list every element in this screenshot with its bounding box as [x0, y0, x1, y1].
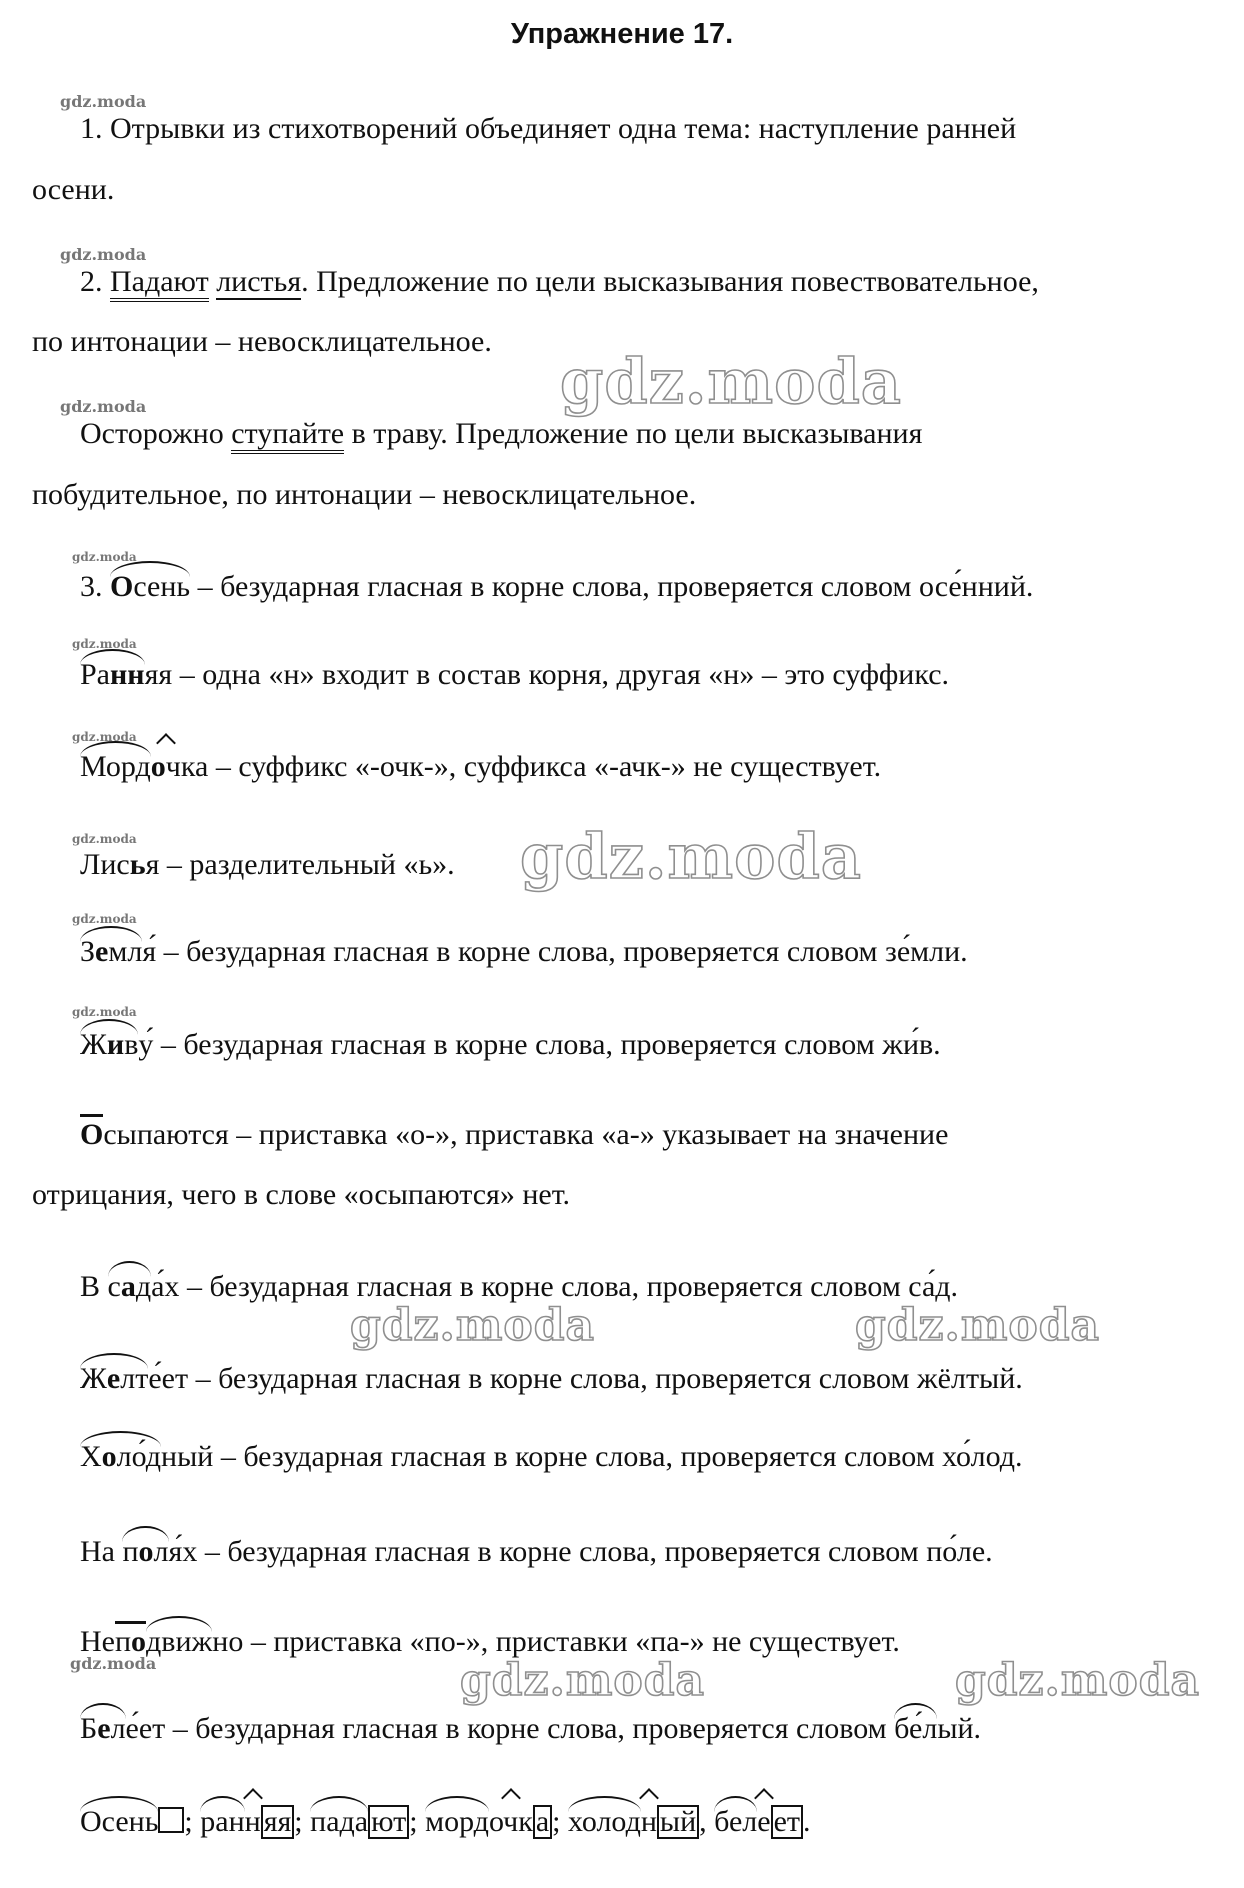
predicate: ступайте	[231, 417, 344, 454]
word-osypayutsya-line-1: Осыпаются – приставка «о-», приставка «а-» указывает на значение	[80, 1118, 949, 1151]
watermark-tag: gdz.moda	[72, 1005, 137, 1019]
word-polyah: На поля́х – безударная гласная в корне слова, проверяется словом по́ле.	[80, 1535, 993, 1568]
root-mark: Осень	[110, 570, 191, 603]
watermark-logo: gdz.moda	[560, 345, 902, 418]
item-3-osen: 3. Осень – безударная гласная в корне слова, проверяется словом осе́нний.	[80, 570, 1034, 603]
root-mark: пол	[122, 1535, 169, 1568]
item-1-line-2: осени.	[32, 173, 115, 206]
ending-box: ый	[657, 1805, 699, 1839]
ending-box: яя	[261, 1805, 295, 1839]
watermark-tag: gdz.moda	[72, 637, 137, 651]
root-mark: пада	[310, 1805, 369, 1838]
suffix-mark: н	[640, 1805, 657, 1838]
word-rannyaya: Ранняя – одна «н» входит в состав корня, другая «н» – это суффикс.	[80, 658, 950, 691]
root-mark: Земл	[80, 935, 143, 968]
item-1-line-1: 1. Отрывки из стихотворений объединяет одна тема: наступление ранней	[80, 112, 1017, 145]
root-mark: Холо́д	[80, 1440, 162, 1473]
item-2b-line-2: побудительное, по интонации – невосклицательное.	[32, 478, 697, 511]
root-mark: морд	[425, 1805, 489, 1838]
root-mark: Бел	[80, 1712, 126, 1745]
predicate: Падают	[110, 265, 209, 302]
root-mark: Морд	[80, 750, 151, 783]
word-sadah: В сада́х – безударная гласная в корне слова, проверяется словом са́д.	[80, 1270, 959, 1303]
item-2-line-2: по интонации – невосклицательное.	[32, 325, 492, 358]
item-2-line-1: 2. Падают листья. Предложение по цели высказывания повествовательное,	[80, 265, 1039, 300]
ending-box: ет	[771, 1805, 803, 1839]
prefix-mark: О	[80, 1118, 104, 1151]
suffix-mark: очк	[488, 1805, 533, 1838]
word-holodny: Холо́дный – безударная гласная в корне слова, проверяется словом хо́лод.	[80, 1440, 1023, 1473]
word-beleet: Беле́ет – безударная гласная в корне слова, проверяется словом бе́лый.	[80, 1712, 982, 1745]
root-mark: бел	[714, 1805, 758, 1838]
root-mark: Ранн	[80, 658, 145, 691]
watermark-logo: gdz.moda	[520, 820, 862, 893]
root-mark: бе́л	[894, 1712, 938, 1745]
word-nepodvizhno: Неподвижно – приставка «по-», приставки «па-» не существует.	[80, 1625, 900, 1658]
watermark-tag: gdz.moda	[72, 730, 137, 744]
zero-ending-box	[158, 1807, 184, 1833]
word-mordochka: Мордочка – суффикс «-очк-», суффикса «-ачк-» не существует.	[80, 750, 882, 783]
word-zemlya: Земля́ – безударная гласная в корне слова, проверяется словом зе́мли.	[80, 935, 968, 968]
watermark-tag: gdz.moda	[72, 832, 137, 846]
root-mark: сад	[107, 1270, 152, 1303]
root-mark: Жив	[80, 1028, 139, 1061]
watermark-logo: gdz.moda	[460, 1655, 706, 1706]
watermark-tag: gdz.moda	[60, 397, 147, 416]
word-lisya: Лисья – разделительный «ь».	[80, 848, 455, 881]
word-zhivu: Живу́ – безударная гласная в корне слова, проверяется словом жи́в.	[80, 1028, 941, 1061]
watermark-tag: gdz.moda	[60, 245, 147, 264]
suffix-mark: оч	[150, 750, 181, 783]
watermark-logo: gdz.moda	[855, 1300, 1101, 1351]
root-mark: Желт	[80, 1362, 149, 1395]
watermark-logo: gdz.moda	[955, 1655, 1201, 1706]
word-zhelteet: Желте́ет – безударная гласная в корне слова, проверяется словом жёлтый.	[80, 1362, 1023, 1395]
suffix-mark: е	[757, 1805, 771, 1838]
morpheme-summary-line: Осень ; ранн яя ; пада ют ; мордочк а ; холодн ый , беле ет .	[80, 1805, 811, 1838]
watermark-tag: gdz.moda	[60, 92, 147, 111]
watermark-tag: gdz.moda	[70, 1654, 157, 1673]
subject: листья	[216, 265, 302, 298]
ending-box: а	[533, 1805, 552, 1839]
root-mark: холод	[568, 1805, 641, 1838]
page-title: Упражнение 17.	[510, 18, 734, 50]
root-mark: движ	[146, 1625, 213, 1658]
root-mark: Осень	[80, 1805, 159, 1838]
ending-box: ют	[368, 1805, 409, 1839]
root-mark: ран	[200, 1805, 245, 1838]
word-osypayutsya-line-2: отрицания, чего в слове «осыпаются» нет.	[32, 1178, 571, 1211]
watermark-logo: gdz.moda	[350, 1300, 596, 1351]
watermark-tag: gdz.moda	[72, 550, 137, 564]
suffix-mark: н	[244, 1805, 261, 1838]
prefix-mark: по	[114, 1625, 147, 1658]
item-2b-line-1: Осторожно ступайте в траву. Предложение по цели высказывания	[80, 417, 922, 452]
watermark-tag: gdz.moda	[72, 912, 137, 926]
